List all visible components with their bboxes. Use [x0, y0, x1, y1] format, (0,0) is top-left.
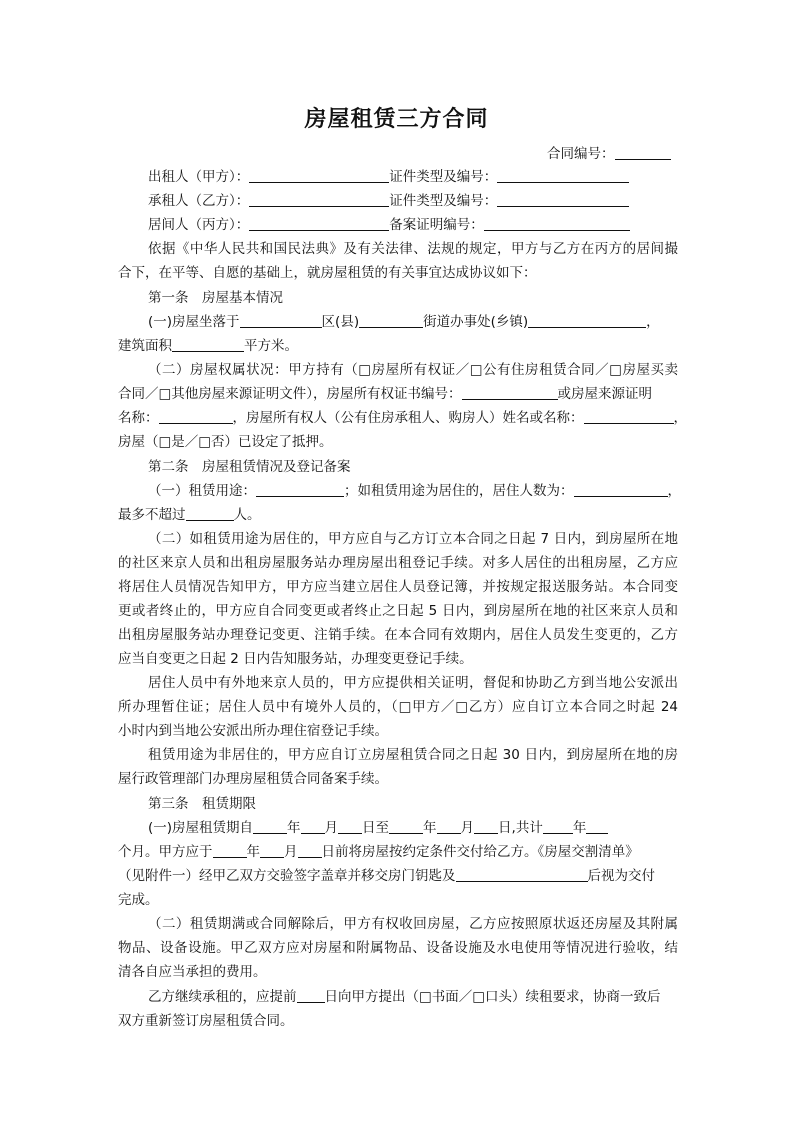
start-day-blank	[338, 819, 362, 834]
term-line	[148, 819, 678, 837]
max-occupants-blank	[186, 506, 234, 521]
proof-label: 或房屋来源证明	[557, 386, 653, 402]
filing-number-blank	[484, 216, 630, 231]
handover-label: （见附件一）经甲乙双方交验签字盖章并移交房门钥匙及	[118, 868, 456, 884]
district-blank	[240, 313, 322, 328]
renewal-label: 乙方继续承租的，应提前	[148, 989, 297, 1005]
paragraph-line: 屋行政管理部门办理房屋租赁合同备案手续。	[118, 771, 388, 787]
paragraph-line: 租赁用途为非居住的，甲方应自订立房屋租赁合同之日起 30 日内，到房屋所在地的房	[148, 747, 678, 763]
contract-number-field	[547, 145, 671, 163]
lessor-id-blank	[497, 168, 629, 183]
end-year-blank	[389, 819, 423, 834]
punctuation: ，	[667, 483, 681, 499]
paragraph-line: 合下，在平等、自愿的基础上，就房屋租赁的有关事宜达成协议如下：	[118, 265, 537, 281]
paragraph-line: 更或者终止的，甲方应自合同变更或者终止之日起 5 日内，到房屋所在地的社区来京人员和	[118, 603, 678, 619]
area-blank	[172, 337, 244, 352]
year-label: 年	[246, 844, 260, 860]
address-label: (一)房屋坐落于	[148, 314, 240, 330]
street-blank	[359, 313, 423, 328]
delivery-month-blank	[260, 843, 284, 858]
paragraph-line: 完成。	[118, 892, 159, 908]
area-line	[118, 337, 678, 355]
article-heading: 第一条 房屋基本情况	[148, 290, 283, 306]
owner-label: ，房屋所有权人（公有住房承租人、购房人）姓名或名称：	[232, 410, 584, 426]
article-heading: 第二条 房屋租赁情况及登记备案	[148, 459, 351, 475]
lessor-label: 出租人（甲方）：	[148, 169, 250, 185]
year-label: 年	[572, 820, 587, 836]
street-label: 街道办事处(乡镇)	[423, 314, 529, 330]
delivery-text: 日前将房屋按约定条件交付给乙方。《房屋交割清单》	[321, 844, 639, 860]
paragraph-line: 双方重新签订房屋租赁合同。	[118, 1013, 294, 1029]
term-label: (一)房屋租赁期自	[148, 820, 254, 836]
handover-complete-label: 后视为交付	[587, 868, 655, 884]
proof-name-blank	[159, 409, 233, 424]
paragraph-line: 所办理暂住证；居住人员中有境外人员的，（□甲方／□乙方）应自订立本合同之时起 24	[118, 699, 678, 715]
owner-blank	[584, 409, 674, 424]
paragraph-line: （二）房屋权属状况：甲方持有（□房屋所有权证／□公有住房租赁合同／□房屋买卖	[148, 362, 678, 378]
intermediary-line	[148, 216, 678, 234]
handover-items-blank	[456, 867, 588, 882]
max-occupants-label: 最多不超过	[118, 507, 186, 523]
paragraph-line: 居住人员中有外地来京人员的，甲方应提供相关证明，督促和协助乙方到当地公安派出	[148, 675, 678, 691]
certificate-blank	[462, 385, 558, 400]
intermediary-blank	[249, 216, 389, 231]
filing-number-label: 备案证明编号：	[389, 217, 484, 233]
year-label: 年	[423, 820, 437, 836]
start-month-blank	[301, 819, 325, 834]
area-unit: 平方米。	[244, 338, 298, 354]
township-blank	[528, 313, 646, 328]
district-label: 区(县)	[321, 314, 360, 330]
certificate-line	[118, 385, 678, 403]
month-label: 月	[284, 844, 298, 860]
month-label: 月	[460, 820, 475, 836]
end-day-blank	[474, 819, 498, 834]
lessor-line	[148, 168, 678, 186]
lessor-blank	[249, 168, 389, 183]
year-label: 年	[287, 820, 301, 836]
intermediary-label: 居间人（丙方）：	[148, 217, 250, 233]
day-to-label: 日至	[362, 820, 390, 836]
occupants-blank	[574, 482, 668, 497]
delivery-line	[118, 843, 678, 861]
paragraph-line: 出租房屋服务站办理登记变更、注销手续。在本合同有效期内，居住人员发生变更的，乙方	[118, 627, 678, 643]
occupants-label: ；如租赁用途为居住的，居住人数为：	[344, 483, 574, 499]
renewal-line	[148, 988, 678, 1006]
persons-unit: 人。	[233, 507, 261, 523]
contract-number-label: 合同编号：	[547, 146, 615, 162]
paragraph-line: 小时内到当地公安派出所办理住宿登记手续。	[118, 723, 388, 739]
usage-blank	[256, 482, 344, 497]
area-label: 建筑面积	[118, 338, 172, 354]
paragraph-line: 将居住人员情况告知甲方，甲方应当建立居住人员登记簿，并按规定报送服务站。本合同变	[118, 579, 678, 595]
delivery-day-blank	[298, 843, 322, 858]
lessee-blank	[249, 192, 389, 207]
lessee-id-blank	[497, 192, 629, 207]
paragraph-line: （二）租赁期满或合同解除后，甲方有权收回房屋，乙方应按照原状返还房屋及其附属	[148, 916, 678, 932]
paragraph-line: （二）如租赁用途为居住的，甲方应自与乙方订立本合同之日起 7 日内，到房屋所在地	[148, 531, 678, 547]
handover-line	[118, 867, 678, 885]
paragraph-line: 物品、设备设施。甲乙双方应对房屋和附属物品、设备设施及水电使用等情况进行验收，结	[118, 940, 678, 956]
paragraph-line: 应当自变更之日起 2 日内告知服务站，办理变更登记手续。	[118, 651, 473, 667]
paragraph-line: 依据《中华人民共和国民法典》及有关法律、法规的规定，甲方与乙方在丙方的居间撮	[148, 241, 678, 257]
article-heading: 第三条 租赁期限	[148, 796, 256, 812]
punctuation: ，	[673, 410, 687, 426]
lessee-id-label: 证件类型及编号：	[389, 193, 498, 209]
delivery-label: 个月。甲方应于	[118, 844, 213, 860]
lessee-line	[148, 192, 678, 210]
address-line	[148, 313, 678, 331]
lessee-label: 承租人（乙方）：	[148, 193, 250, 209]
start-year-blank	[253, 819, 287, 834]
proof-name-label: 名称：	[118, 410, 159, 426]
paragraph-line: 房屋（□是／□否）已设定了抵押。	[118, 434, 333, 450]
contract-number-blank	[615, 145, 671, 160]
delivery-year-blank	[213, 843, 247, 858]
renewal-text: 日向甲方提出（□书面／□口头）续租要求，协商一致后	[324, 989, 661, 1005]
total-label: 日,共计	[498, 820, 543, 836]
max-occupants-line	[118, 506, 678, 524]
end-month-blank	[437, 819, 461, 834]
usage-line	[148, 482, 681, 500]
renewal-days-blank	[297, 988, 325, 1003]
total-months-blank	[586, 819, 608, 834]
page-title: 房屋租赁三方合同	[304, 106, 489, 132]
total-years-blank	[543, 819, 573, 834]
punctuation: ，	[646, 314, 660, 330]
month-label: 月	[324, 820, 339, 836]
owner-line	[118, 409, 687, 427]
lessor-id-label: 证件类型及编号：	[389, 169, 498, 185]
certificate-label: 合同／□其他房屋来源证明文件），房屋所有权证书编号：	[118, 386, 462, 402]
paragraph-line: 的社区来京人员和出租房屋服务站办理房屋出租登记手续。对多人居住的出租房屋，乙方应	[118, 555, 678, 571]
usage-label: （一）租赁用途：	[148, 483, 256, 499]
paragraph-line: 清各自应当承担的费用。	[118, 964, 267, 980]
